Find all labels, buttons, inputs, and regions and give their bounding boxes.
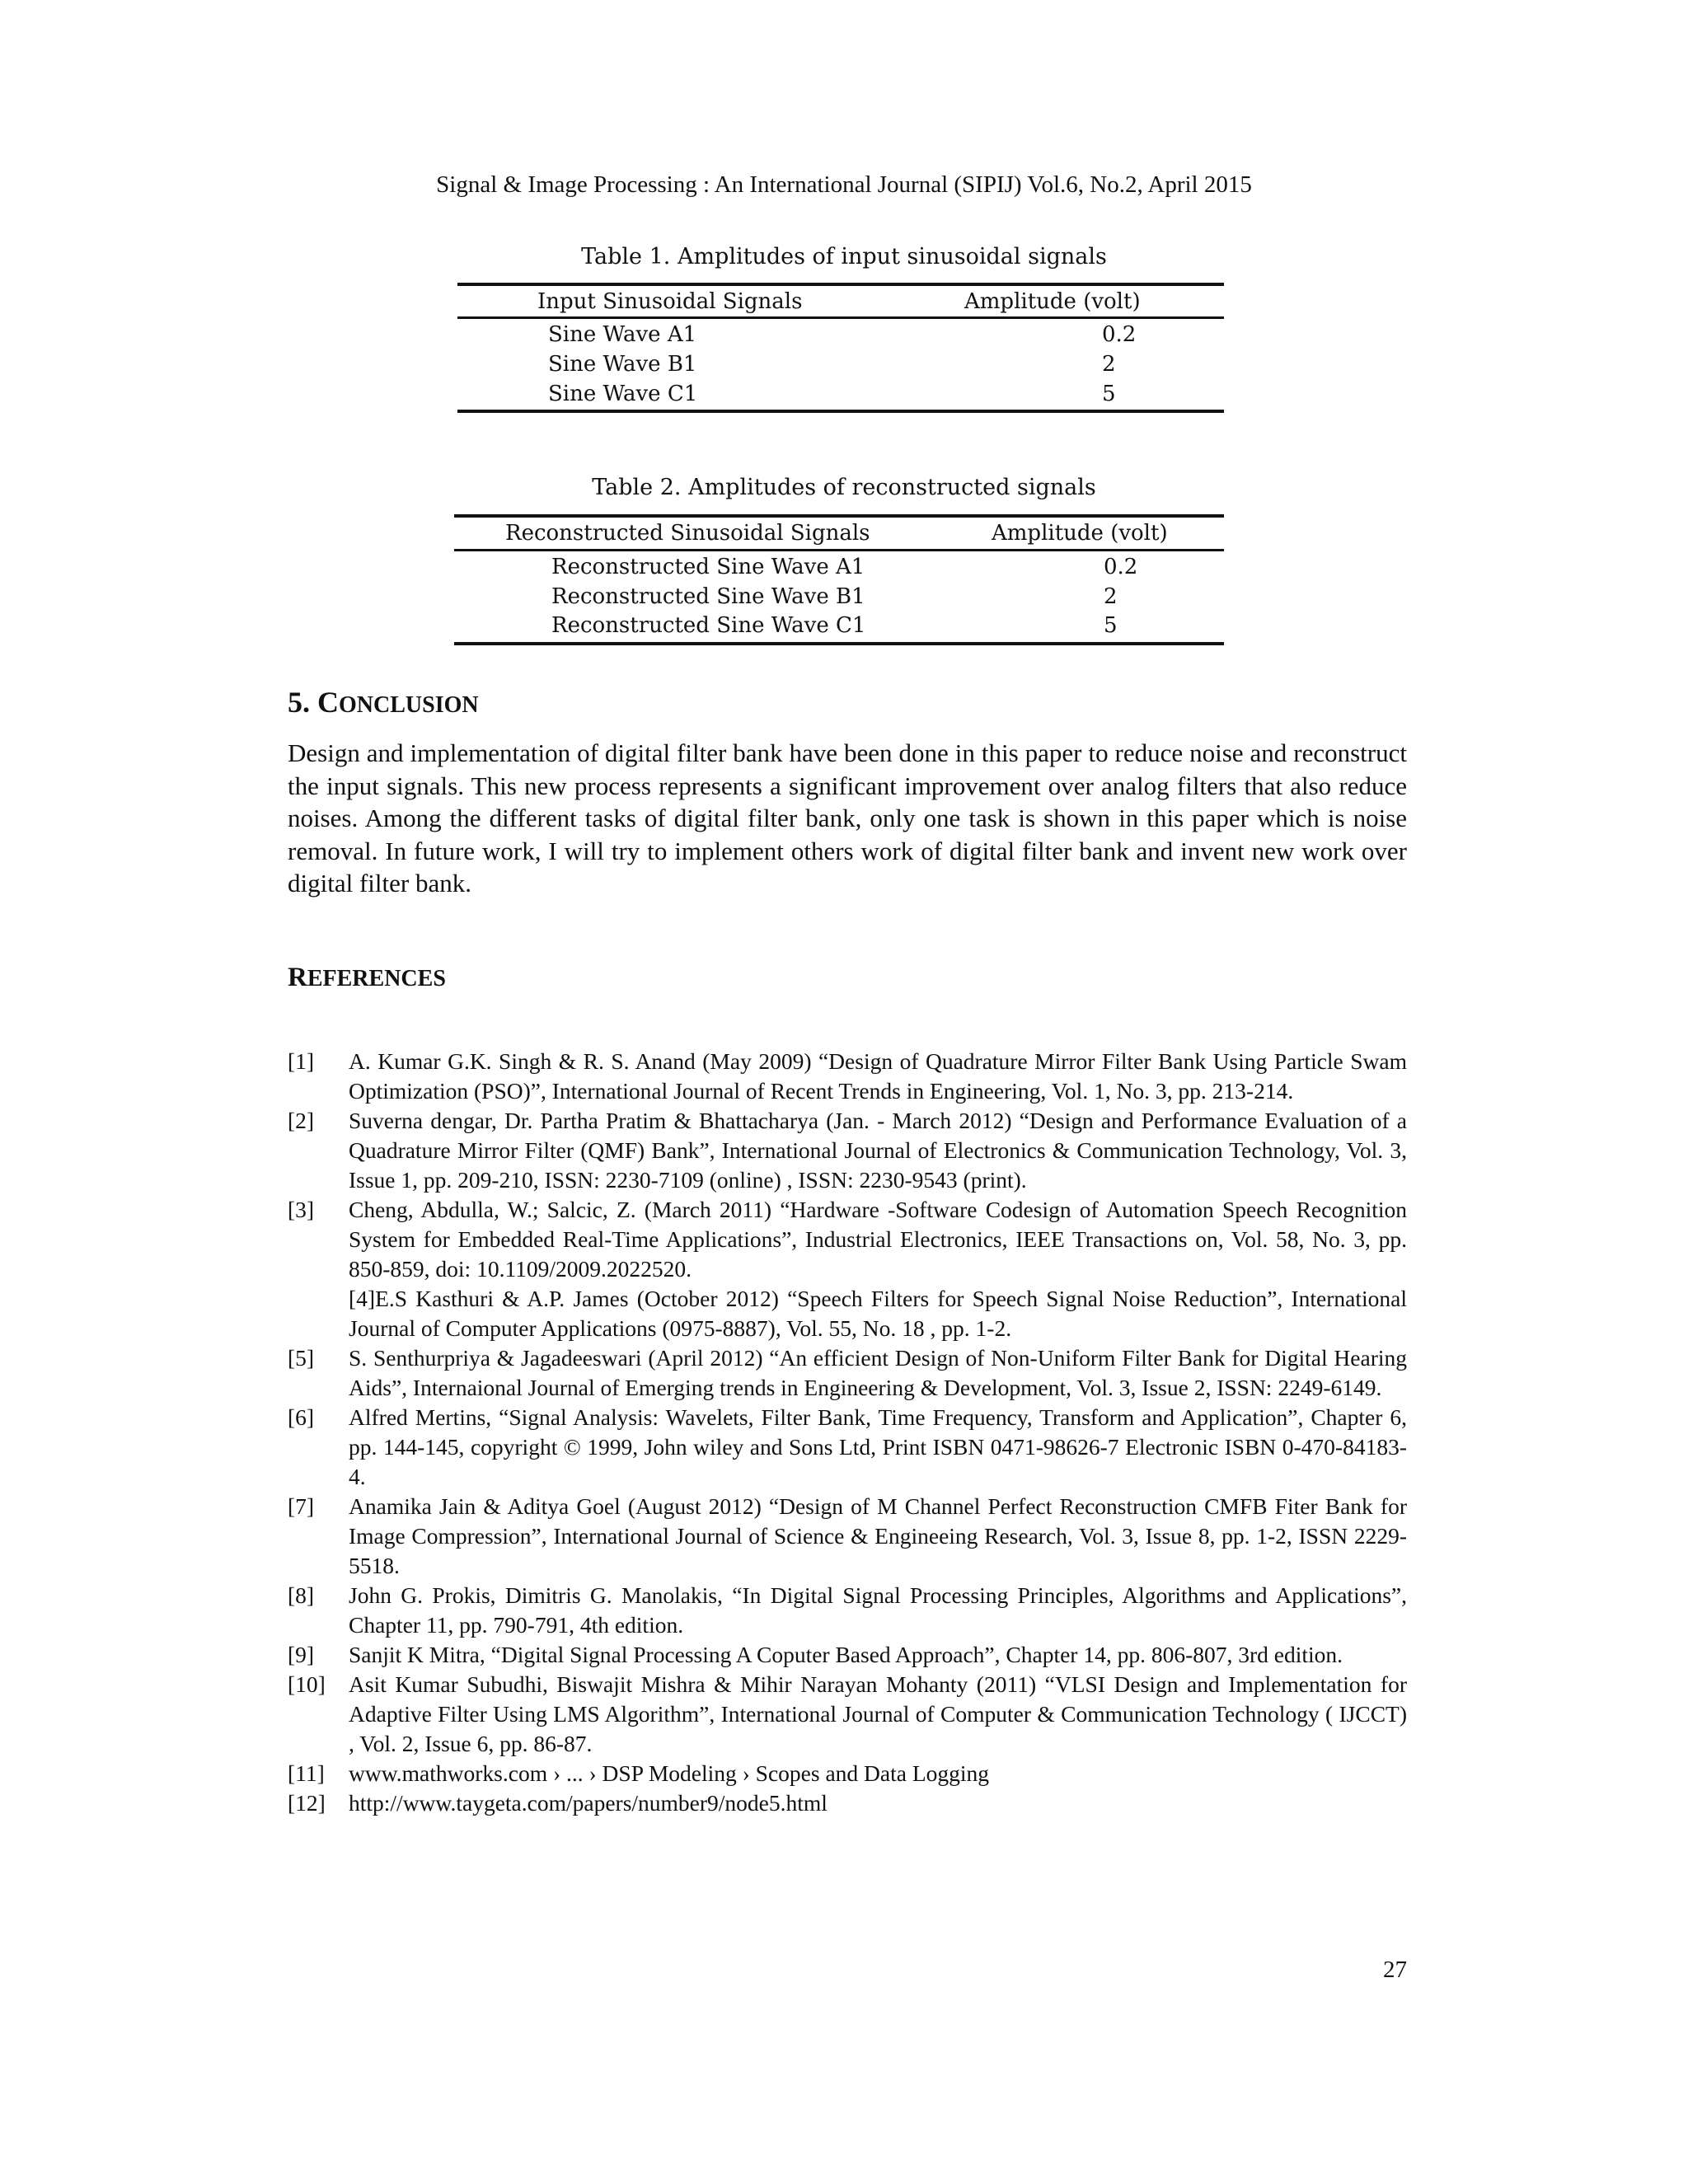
table1-row1-amplitude: 0.2 (1102, 322, 1137, 347)
reference-text: [4]E.S Kasthuri & A.P. James (October 2012) “Speech Filters for Speech Signal Noise Reduction”, International Journal of Computer Applications (0975-8887), Vol. 55, No. 18 , pp. 1-2. (349, 1286, 1407, 1341)
table1 (457, 283, 1224, 415)
reference-number: [3] (288, 1197, 315, 1222)
table2-row3-amplitude: 5 (1104, 613, 1118, 638)
reference-text: Asit Kumar Subudhi, Biswajit Mishra & Mihir Narayan Mohanty (2011) “VLSI Design and Implementation for Adaptive Filter Using LMS Algorithm”, International Journal of Computer & Communication Technology ( IJCCT) , Vol. 2, Issue 6, pp. 86-87. (349, 1671, 1407, 1756)
reference-item (288, 1106, 1407, 1195)
table2-row1-amplitude: 0.2 (1104, 555, 1138, 579)
table2-top-rule (454, 514, 1224, 518)
table2-bottom-rule (454, 642, 1224, 645)
reference-number: [7] (288, 1493, 315, 1519)
reference-item (288, 1640, 1407, 1670)
table2 (454, 514, 1224, 646)
reference-item (288, 1581, 1407, 1640)
page-number: 27 (1383, 1957, 1407, 1983)
references-heading-rest: EFERENCES (307, 966, 446, 991)
reference-number: [9] (288, 1642, 315, 1667)
conclusion-body: Design and implementation of digital filter bank have been done in this paper to reduce noise and reconstruct the input signals. This new process represents a significant improvement over analog filters that also reduce noises. Among the different tasks of digital filter bank, only one task is shown in this paper which is noise removal. In future work, I will try to implement others work of digital filter bank and invent new work over digital filter bank. (288, 738, 1407, 898)
table1-row3-signal: Sine Wave C1 (548, 382, 698, 406)
reference-number: [10] (288, 1671, 326, 1697)
table2-row1-signal: Reconstructed Sine Wave A1 (551, 555, 865, 579)
reference-text: Suverna dengar, Dr. Partha Pratim & Bhattacharya (Jan. - March 2012) “Design and Performance Evaluation of a Quadrature Mirror Filter (QMF) Bank”, International Journal of Electronics & Communication Technology, Vol. 3, Issue 1, pp. 209-210, ISSN: 2230-7109 (online) , ISSN: 2230-9543 (print). (349, 1108, 1407, 1193)
table1-row2-signal: Sine Wave B1 (548, 352, 697, 377)
table1-top-rule (457, 283, 1224, 286)
reference-text: Sanjit K Mitra, “Digital Signal Processing A Coputer Based Approach”, Chapter 14, pp. 806-807, 3rd edition. (349, 1642, 1343, 1667)
reference-item (288, 1403, 1407, 1492)
reference-text: Alfred Mertins, “Signal Analysis: Wavelets, Filter Bank, Time Frequency, Transform and Application”, Chapter 6, pp. 144-145, copyright © 1999, John wiley and Sons Ltd, Print ISBN 0471-98626-7 Electronic ISBN 0-470-84183-4. (349, 1404, 1407, 1489)
table1-row3-amplitude: 5 (1102, 382, 1116, 406)
conclusion-heading (288, 685, 479, 719)
reference-item (288, 1759, 1407, 1788)
table2-row2-signal: Reconstructed Sine Wave B1 (551, 584, 865, 609)
table1-row2-amplitude: 2 (1102, 352, 1116, 377)
table1-header-signal: Input Sinusoidal Signals (537, 289, 803, 314)
reference-link[interactable]: www.mathworks.com › ... › DSP Modeling › Scopes and Data Logging (349, 1760, 990, 1786)
reference-item (288, 1195, 1407, 1284)
table2-header-amplitude: Amplitude (volt) (992, 521, 1168, 546)
reference-text: Cheng, Abdulla, W.; Salcic, Z. (March 2011) “Hardware -Software Codesign of Automation Speech Recognition System for Embedded Real-Time Applications”, Industrial Electronics, IEEE Transactions on, Vol. 58, No. 3, pp. 850-859, doi: 10.1109/2009.2022520. (349, 1197, 1407, 1282)
reference-text: A. Kumar G.K. Singh & R. S. Anand (May 2009) “Design of Quadrature Mirror Filter Bank Using Particle Swam Optimization (PSO)”, International Journal of Recent Trends in Engineering, Vol. 1, No. 3, pp. 213-214. (349, 1048, 1407, 1104)
reference-number: [1] (288, 1048, 315, 1074)
references-heading (288, 963, 446, 993)
reference-number: [6] (288, 1404, 315, 1430)
reference-number: [12] (288, 1790, 326, 1816)
reference-list (288, 1047, 1407, 1818)
table1-bottom-rule (457, 410, 1224, 413)
table2-row3-signal: Reconstructed Sine Wave C1 (551, 613, 866, 638)
table1-row1-signal: Sine Wave A1 (548, 322, 697, 347)
reference-link[interactable]: http://www.taygeta.com/papers/number9/node5.html (349, 1790, 828, 1816)
reference-item (288, 1670, 1407, 1759)
reference-text: S. Senthurpriya & Jagadeeswari (April 2012) “An efficient Design of Non-Uniform Filter Bank for Digital Hearing Aids”, Internaional Journal of Emerging trends in Engineering & Development, Vol. 3, Issue 2, ISSN: 2249-6149. (349, 1345, 1407, 1400)
reference-item (288, 1343, 1407, 1403)
reference-item (288, 1788, 1407, 1818)
table2-caption: Table 2. Amplitudes of reconstructed signals (592, 475, 1096, 500)
table1-header-amplitude: Amplitude (volt) (964, 289, 1141, 314)
reference-item (288, 1047, 1407, 1106)
table1-caption: Table 1. Amplitudes of input sinusoidal signals (581, 244, 1107, 269)
reference-number: [8] (288, 1582, 315, 1608)
table2-header-signal: Reconstructed Sinusoidal Signals (505, 521, 870, 546)
reference-item (288, 1492, 1407, 1581)
reference-number: [2] (288, 1108, 315, 1133)
references-heading-prefix: R (288, 963, 307, 992)
table1-header-rule (457, 316, 1224, 319)
conclusion-heading-rest: ONCLUSION (339, 692, 479, 718)
table2-header-rule (454, 549, 1224, 551)
reference-text: Anamika Jain & Aditya Goel (August 2012) “Design of M Channel Perfect Reconstruction CMFB Fiter Bank for Image Compression”, International Journal of Science & Engineeing Research, Vol. 3, Issue 8, pp. 1-2, ISSN 2229-5518. (349, 1493, 1407, 1578)
reference-item (288, 1284, 1407, 1343)
conclusion-heading-prefix: 5. C (288, 686, 339, 719)
reference-number: [5] (288, 1345, 315, 1371)
table2-row2-amplitude: 2 (1104, 584, 1118, 609)
reference-number (288, 1284, 349, 1343)
reference-number: [11] (288, 1760, 325, 1786)
reference-text: John G. Prokis, Dimitris G. Manolakis, “In Digital Signal Processing Principles, Algorithms and Applications”, Chapter 11, pp. 790-791, 4th edition. (349, 1582, 1407, 1638)
running-head: Signal & Image Processing : An International Journal (SIPIJ) Vol.6, No.2, April 2015 (436, 171, 1252, 198)
